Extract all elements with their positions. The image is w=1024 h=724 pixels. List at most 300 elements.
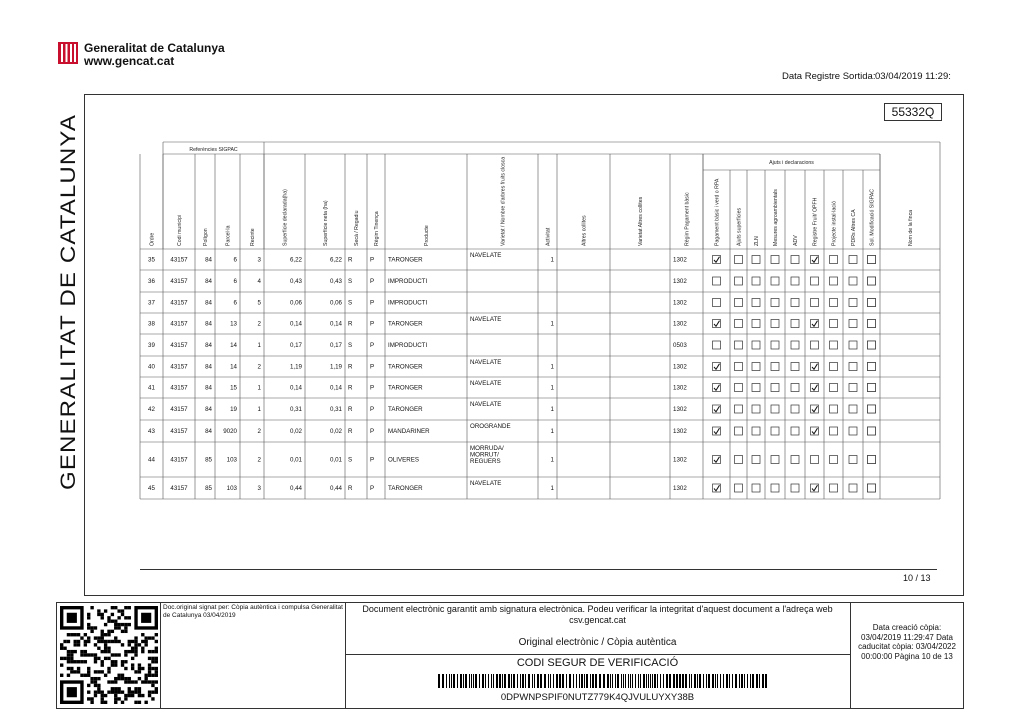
table-cell: REGUERS xyxy=(470,458,501,465)
qr-module xyxy=(87,697,90,700)
qr-module xyxy=(141,633,144,636)
table-cell: R xyxy=(348,384,353,392)
barcode-bar xyxy=(699,674,701,688)
table-cell: TARONGER xyxy=(388,320,423,328)
table-cell: 1302 xyxy=(673,278,687,285)
checkbox xyxy=(735,427,743,435)
qr-module xyxy=(101,636,104,639)
qr-module xyxy=(87,640,90,643)
column-header: Varietat Altres collites xyxy=(638,196,644,246)
table-cell: 14 xyxy=(230,363,237,371)
qr-module xyxy=(155,640,158,643)
barcode-bar xyxy=(612,674,613,688)
qr-module xyxy=(90,606,93,609)
barcode-bar xyxy=(762,674,764,688)
barcode-bar xyxy=(610,674,611,688)
table-cell: 6 xyxy=(233,278,237,285)
qr-module xyxy=(144,674,147,677)
registry-date-label: Data Registre Sortida: xyxy=(782,71,876,82)
table-cell: 13 xyxy=(230,320,237,328)
table-cell: 2 xyxy=(257,456,261,464)
table-cell: 1 xyxy=(257,384,261,392)
qr-module xyxy=(111,606,114,609)
qr-module xyxy=(97,677,100,680)
qr-module xyxy=(107,640,110,643)
qr-module xyxy=(111,680,114,683)
divider xyxy=(850,602,851,709)
table-row xyxy=(148,401,875,413)
divider xyxy=(140,569,937,570)
qr-module xyxy=(141,667,144,670)
checkbox xyxy=(830,405,838,413)
barcode-bar xyxy=(493,674,494,688)
qr-module xyxy=(124,677,127,680)
table-cell: 2 xyxy=(257,428,261,435)
column-header: Polígon xyxy=(203,228,209,246)
qr-module xyxy=(63,647,66,650)
qr-module xyxy=(124,667,127,670)
qr-module xyxy=(60,657,63,660)
qr-module xyxy=(114,623,117,626)
org-name: Generalitat de Catalunya xyxy=(84,41,225,55)
table-cell: 1302 xyxy=(673,456,687,464)
checkbox xyxy=(830,320,838,328)
divider xyxy=(160,602,161,709)
barcode-bar xyxy=(650,674,651,688)
table-cell: 1 xyxy=(550,406,554,413)
column-header: ADV xyxy=(793,235,799,246)
checkbox xyxy=(849,456,857,464)
qr-module xyxy=(107,680,110,683)
qr-module xyxy=(151,684,154,687)
table-row xyxy=(148,299,875,307)
qr-module xyxy=(74,633,77,636)
checkbox xyxy=(752,484,760,492)
qr-module xyxy=(114,694,117,697)
checkbox xyxy=(811,456,819,464)
table-cell: P xyxy=(370,278,375,285)
table-cell: S xyxy=(348,456,353,464)
qr-module xyxy=(148,670,151,673)
table-cell: 38 xyxy=(148,320,155,328)
qr-module xyxy=(87,616,90,619)
column-header: Registre Fruit/ OPFH xyxy=(812,197,819,246)
table-cell: 19 xyxy=(230,406,237,413)
table-cell: 6 xyxy=(233,256,237,264)
table-cell: 6 xyxy=(233,299,237,307)
qr-module xyxy=(77,633,80,636)
table-cell: R xyxy=(348,428,353,435)
table-cell: 84 xyxy=(205,363,212,371)
qr-module xyxy=(128,680,131,683)
table-cell: S xyxy=(348,299,353,307)
qr-module xyxy=(94,643,97,646)
qr-module xyxy=(134,653,137,656)
qr-module xyxy=(74,640,77,643)
barcode-bar xyxy=(712,674,714,688)
qr-module xyxy=(104,640,107,643)
qr-module xyxy=(144,643,147,646)
checkbox xyxy=(752,363,760,371)
checkbox xyxy=(849,484,857,492)
barcode-bar xyxy=(504,674,506,688)
qr-module xyxy=(138,701,141,704)
barcode-bar xyxy=(756,674,758,688)
barcode-bar xyxy=(729,674,730,688)
checkbox xyxy=(791,427,799,435)
barcode-bar xyxy=(630,674,631,688)
barcode-bar xyxy=(550,674,551,688)
divider xyxy=(345,602,346,709)
table-cell: 43157 xyxy=(170,299,188,307)
qr-module xyxy=(128,616,131,619)
qr-module xyxy=(80,636,83,639)
qr-module xyxy=(151,636,154,639)
qr-module xyxy=(101,690,104,693)
qr-module xyxy=(74,660,77,663)
qr-module xyxy=(148,657,151,660)
qr-module xyxy=(101,633,104,636)
barcode-bar xyxy=(451,674,452,688)
qr-module xyxy=(90,677,93,680)
qr-module xyxy=(138,663,141,666)
table-cell: 0,01 xyxy=(329,456,342,464)
barcode-bar xyxy=(595,674,597,688)
table-cell: NAVELATE xyxy=(470,252,502,259)
table-cell: IMPRODUCTI xyxy=(388,299,428,307)
qr-module xyxy=(90,653,93,656)
qr-module xyxy=(97,670,100,673)
table-cell: R xyxy=(348,406,353,413)
checkbox xyxy=(771,277,779,285)
copy-info: Data creació còpia: 03/04/2019 11:29:47 Data caducitat còpia: 03/04/2022 00:00:00 Pàgina 10 de 13 xyxy=(858,623,956,661)
table-cell: 84 xyxy=(205,320,212,328)
qr-module xyxy=(97,684,100,687)
side-title xyxy=(57,112,80,492)
qr-module xyxy=(131,647,134,650)
table-cell: TARONGER xyxy=(388,384,423,392)
qr-module xyxy=(131,690,134,693)
table-cell: 0503 xyxy=(673,342,687,349)
barcode-bar xyxy=(491,674,492,688)
checkbox xyxy=(868,427,876,435)
table-cell: 42 xyxy=(148,406,155,413)
qr-module xyxy=(124,606,127,609)
qr-module xyxy=(114,677,117,680)
barcode-bar xyxy=(646,674,647,688)
column-header: Règim Pagament bàsic xyxy=(684,192,691,246)
barcode-bar xyxy=(652,674,653,688)
qr-module xyxy=(111,613,114,616)
checkbox xyxy=(735,256,743,264)
qr-module xyxy=(148,690,151,693)
qr-module xyxy=(151,650,154,653)
checkbox xyxy=(868,456,876,464)
qr-module xyxy=(77,643,80,646)
checkbox xyxy=(735,277,743,285)
qr-module xyxy=(131,680,134,683)
checkbox xyxy=(791,384,799,392)
qr-module xyxy=(155,690,158,693)
qr-module xyxy=(131,657,134,660)
barcode-bar xyxy=(528,674,530,688)
qr-module xyxy=(117,640,120,643)
qr-module xyxy=(67,640,70,643)
table-cell: 0,06 xyxy=(289,299,302,307)
checkbox xyxy=(771,384,779,392)
barcode-bar xyxy=(548,674,549,688)
qr-module xyxy=(124,680,127,683)
qr-finder xyxy=(141,613,151,623)
barcode-bar xyxy=(732,674,733,688)
qr-module xyxy=(107,650,110,653)
qr-module xyxy=(114,660,117,663)
qr-module xyxy=(104,623,107,626)
checkbox xyxy=(830,427,838,435)
table-cell: 43157 xyxy=(170,320,188,328)
table-cell: 43157 xyxy=(170,342,188,349)
qr-module xyxy=(84,650,87,653)
qr-module xyxy=(101,701,104,704)
qr-module xyxy=(121,690,124,693)
qr-module xyxy=(117,697,120,700)
qr-module xyxy=(128,650,131,653)
barcode-bar xyxy=(562,674,564,688)
table-cell: P xyxy=(370,299,375,307)
barcode-bar xyxy=(752,674,754,688)
qr-module xyxy=(97,657,100,660)
table-cell: 36 xyxy=(148,278,155,285)
qr-module xyxy=(141,680,144,683)
checkbox xyxy=(735,341,743,349)
checkbox xyxy=(771,484,779,492)
qr-module xyxy=(111,630,114,633)
qr-module xyxy=(67,674,70,677)
barcode-bar xyxy=(691,674,692,688)
qr-module xyxy=(77,667,80,670)
column-header: Producte xyxy=(424,225,430,246)
checkbox xyxy=(735,456,743,464)
table-row xyxy=(148,445,875,465)
table-row xyxy=(148,359,875,371)
table-cell: TARONGER xyxy=(388,406,423,413)
registry-date-value: 03/04/2019 11:29: xyxy=(875,71,951,82)
qr-module xyxy=(114,687,117,690)
table-cell: NAVELATE xyxy=(470,380,502,387)
qr-module xyxy=(84,674,87,677)
checkbox xyxy=(735,320,743,328)
checkbox xyxy=(811,277,819,285)
checkbox xyxy=(771,427,779,435)
qr-module xyxy=(141,650,144,653)
table-cell: 0,31 xyxy=(289,406,302,413)
table-cell: 9020 xyxy=(223,428,237,435)
qr-module xyxy=(101,670,104,673)
qr-module xyxy=(70,660,73,663)
qr-module xyxy=(87,670,90,673)
checkbox xyxy=(791,484,799,492)
qr-module xyxy=(128,623,131,626)
checkbox xyxy=(771,341,779,349)
qr-module xyxy=(117,653,120,656)
barcode-bar xyxy=(463,674,464,688)
table-row xyxy=(148,480,875,492)
qr-module xyxy=(155,633,158,636)
table-cell: 4 xyxy=(257,278,261,285)
barcode-bar xyxy=(735,674,737,688)
barcode-bar xyxy=(750,674,751,688)
qr-module xyxy=(67,657,70,660)
table-cell: 43157 xyxy=(170,363,188,371)
checkbox xyxy=(868,256,876,264)
qr-module xyxy=(124,653,127,656)
barcode-bar xyxy=(648,674,649,688)
table-cell: 35 xyxy=(148,256,155,264)
checkbox xyxy=(735,363,743,371)
table-cell: 44 xyxy=(148,456,155,464)
table-cell: TARONGER xyxy=(388,485,423,492)
table-cell: S xyxy=(348,342,353,349)
table-cell: 0,43 xyxy=(289,278,302,285)
table-cell: 37 xyxy=(148,299,155,307)
qr-module xyxy=(94,670,97,673)
qr-module xyxy=(117,690,120,693)
qr-module xyxy=(121,609,124,612)
barcode-bar xyxy=(747,674,748,688)
barcode-bar xyxy=(666,674,668,688)
qr-module xyxy=(97,636,100,639)
barcode-bar xyxy=(765,674,767,688)
table-cell: 1302 xyxy=(673,428,687,435)
qr-module xyxy=(63,657,66,660)
qr-module xyxy=(148,650,151,653)
barcode-bar xyxy=(438,674,440,688)
column-header: Superfície neta (ha) xyxy=(323,200,329,246)
barcode-bar xyxy=(517,674,518,688)
checkbox xyxy=(868,277,876,285)
table-row xyxy=(148,252,875,264)
table-cell: 1302 xyxy=(673,406,687,413)
qr-module xyxy=(141,640,144,643)
barcode-bar xyxy=(553,674,554,688)
qr-module xyxy=(128,677,131,680)
qr-module xyxy=(128,694,131,697)
qr-module xyxy=(84,643,87,646)
qr-module xyxy=(138,687,141,690)
table-cell: 6,22 xyxy=(289,256,302,264)
qr-module xyxy=(94,626,97,629)
barcode-bar xyxy=(465,674,467,688)
table-cell: P xyxy=(370,384,375,392)
table-body xyxy=(148,252,875,492)
column-header: Nom de la finca xyxy=(908,209,914,246)
table-cell: 43157 xyxy=(170,485,188,492)
qr-module xyxy=(101,697,104,700)
qr-module xyxy=(128,690,131,693)
qr-module xyxy=(104,647,107,650)
qr-module xyxy=(94,677,97,680)
qr-module xyxy=(74,650,77,653)
barcode-bar xyxy=(717,674,718,688)
barcode-bar xyxy=(479,674,480,688)
qr-module xyxy=(94,690,97,693)
barcode-bar xyxy=(576,674,577,688)
qr-module xyxy=(104,643,107,646)
table-cell: P xyxy=(370,485,375,492)
table-cell: MORRUDA/ xyxy=(470,445,504,452)
qr-module xyxy=(94,636,97,639)
checkbox xyxy=(830,277,838,285)
table-cell: IMPRODUCTI xyxy=(388,278,428,285)
column-header: Ordre xyxy=(149,232,156,246)
qr-module xyxy=(87,674,90,677)
barcode-bar xyxy=(679,674,681,688)
qr-module xyxy=(74,643,77,646)
checkbox xyxy=(752,341,760,349)
qr-module xyxy=(121,663,124,666)
qr-module xyxy=(151,660,154,663)
table-cell: 0,44 xyxy=(329,485,342,492)
table-cell: MANDARINER xyxy=(388,428,430,435)
qr-module xyxy=(128,640,131,643)
qr-module xyxy=(117,609,120,612)
checkbox xyxy=(752,384,760,392)
qr-module xyxy=(74,670,77,673)
barcode-bar xyxy=(540,674,542,688)
column-header: PDRs Altres CA xyxy=(851,209,857,246)
barcode-bar xyxy=(673,674,675,688)
qr-module xyxy=(104,674,107,677)
checkbox xyxy=(752,405,760,413)
qr-module xyxy=(111,663,114,666)
barcode-bar xyxy=(499,674,501,688)
qr-module xyxy=(121,613,124,616)
barcode-bar xyxy=(485,674,486,688)
qr-module xyxy=(94,653,97,656)
qr-module xyxy=(114,606,117,609)
qr-module xyxy=(124,650,127,653)
qr-module xyxy=(107,690,110,693)
csv-title: CODI SEGUR DE VERIFICACIÓ xyxy=(516,657,679,669)
checkbox xyxy=(791,456,799,464)
qr-module xyxy=(114,680,117,683)
qr-module xyxy=(87,684,90,687)
barcode-bar xyxy=(744,674,745,688)
barcode-bar xyxy=(559,674,561,688)
qr-module xyxy=(90,701,93,704)
barcode-bar xyxy=(449,674,450,688)
qr-module xyxy=(70,653,73,656)
qr-module xyxy=(63,640,66,643)
table-cell: 1 xyxy=(550,485,554,492)
barcode-bar xyxy=(638,674,639,688)
qr-module xyxy=(117,623,120,626)
qr-module xyxy=(144,677,147,680)
qr-module xyxy=(124,697,127,700)
barcode-bar xyxy=(706,674,707,688)
barcode-bar xyxy=(632,674,633,688)
qr-module xyxy=(94,657,97,660)
column-header: Mesures agroambientals xyxy=(773,189,779,246)
column-header: Ajuts superfícies xyxy=(736,207,743,246)
table-cell: 0,14 xyxy=(329,384,342,392)
qr-module xyxy=(67,633,70,636)
qr-module xyxy=(155,687,158,690)
checkbox xyxy=(849,363,857,371)
qr-module xyxy=(111,620,114,623)
barcode-bar xyxy=(537,674,539,688)
qr-module xyxy=(114,636,117,639)
